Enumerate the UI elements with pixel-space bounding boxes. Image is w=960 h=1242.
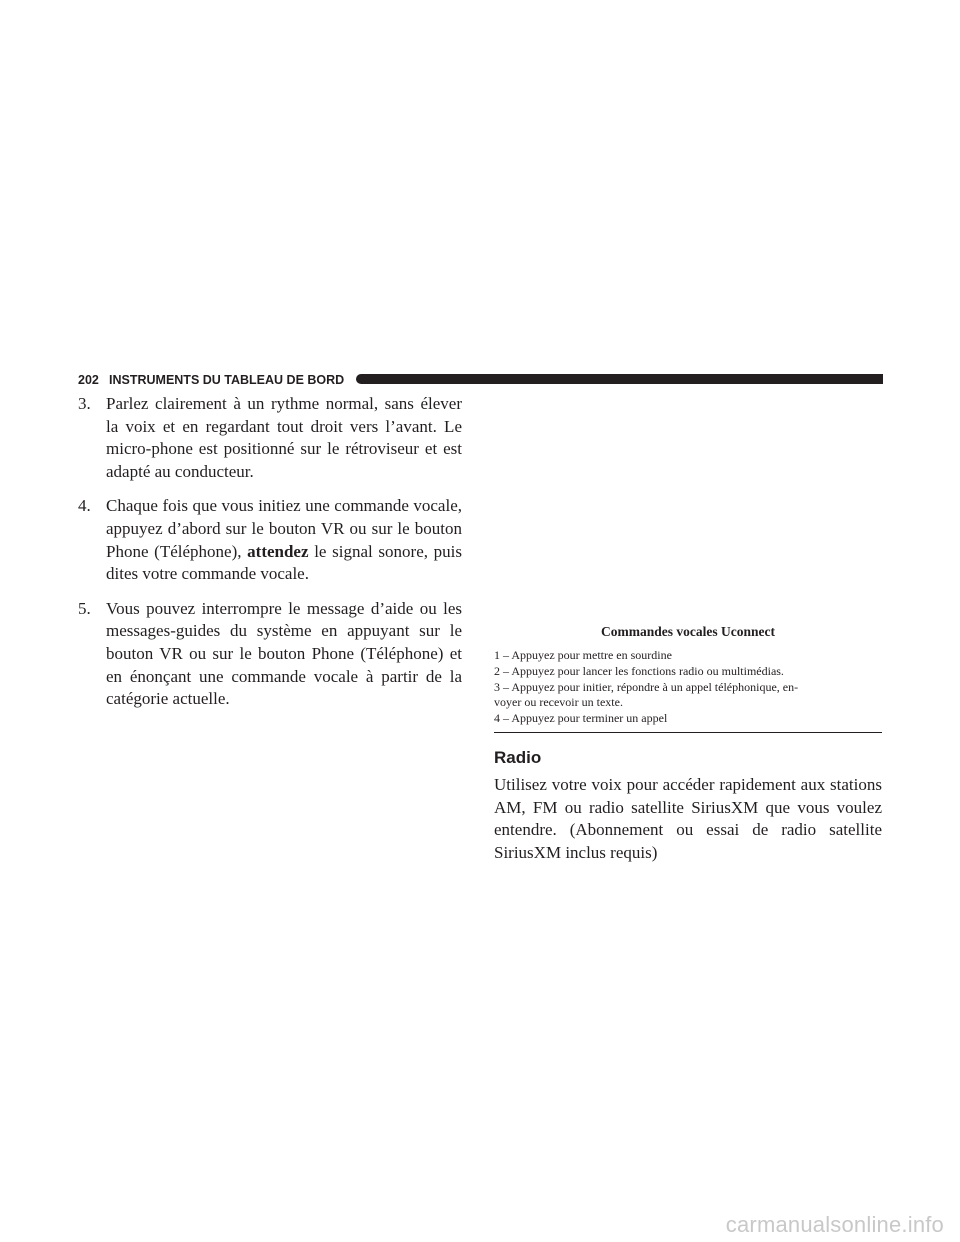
figure-caption: Commandes vocales Uconnect xyxy=(601,624,775,639)
legend-line: voyer ou recevoir un texte. xyxy=(494,695,623,710)
legend-line: 4 – Appuyez pour terminer un appel xyxy=(494,711,668,726)
step-text: Vous pouvez interrompre le message d’aide ou les messages-guides du système en appuyant sur le bouton VR ou sur le bouton Phone (Téléphone) et en énonçant une commande vocale à partir de la catégorie actuelle. xyxy=(106,598,462,709)
page-number: 202 xyxy=(78,373,99,387)
page-header xyxy=(78,372,883,388)
step-text: le signal sonore, puis dites votre commande vocale. xyxy=(106,541,462,584)
list-item xyxy=(78,598,462,711)
step-text: Chaque fois que vous initiez une commande vocale, appuyez d’abord sur le bouton VR ou sur le bouton Phone (Téléphone), xyxy=(106,496,462,561)
section-title: INSTRUMENTS DU TABLEAU DE BORD xyxy=(109,373,345,387)
step-number: 3. xyxy=(78,394,91,413)
radio-heading: Radio xyxy=(494,748,542,767)
step-number: 4. xyxy=(78,496,91,516)
legend-line: 2 – Appuyez pour lancer les fonctions radio ou multimédias. xyxy=(494,663,784,678)
list-item xyxy=(78,495,462,585)
legend-divider xyxy=(494,732,882,733)
instruction-list xyxy=(78,393,462,723)
radio-paragraph: Utilisez votre voix pour accéder rapidement aux stations AM, FM ou radio satellite SiriusXM que vous voulez entendre. (Abonnement ou essai de radio satellite SiriusXM inclus requis) xyxy=(494,775,882,863)
list-item xyxy=(78,393,462,483)
figure-legend xyxy=(494,648,882,727)
watermark: carmanualsonline.info xyxy=(725,1212,944,1237)
step-text: Parlez clairement à un rythme normal, sans élever la voix et en regardant tout droit vers l’avant. Le micro-phone est positionné sur le rétroviseur et est adapté au conducteur. xyxy=(106,394,462,481)
step-number: 5. xyxy=(78,598,91,618)
header-rule xyxy=(356,374,883,384)
legend-line: 3 – Appuyez pour initier, répondre à un appel téléphonique, en- xyxy=(494,679,799,694)
step-emphasis: attendez xyxy=(247,541,309,561)
legend-line: 1 – Appuyez pour mettre en sourdine xyxy=(494,648,672,662)
